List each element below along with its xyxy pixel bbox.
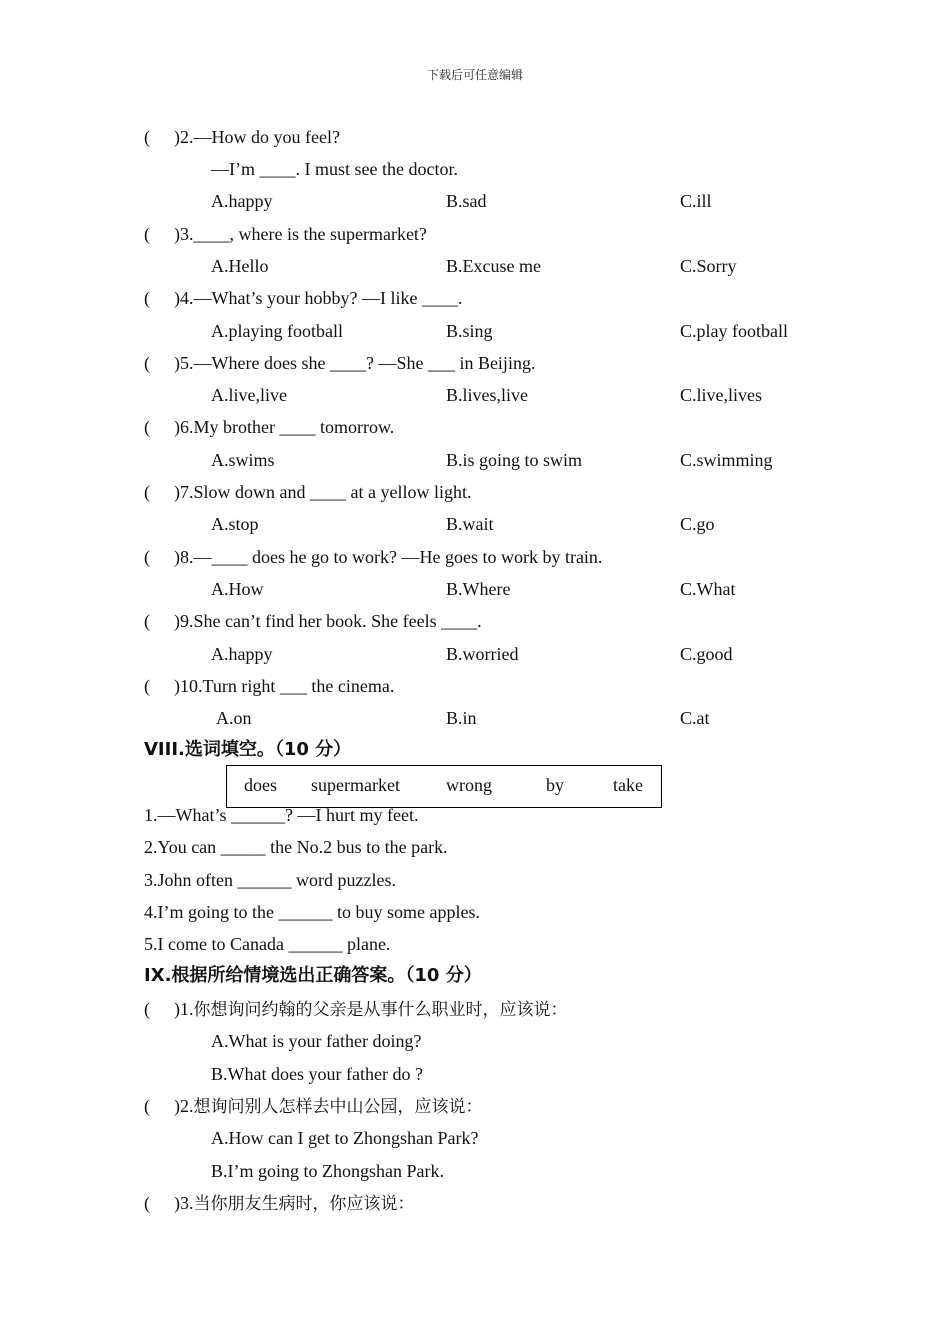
question-stem: She can’t find her book. She feels ____. <box>193 611 482 631</box>
answer-paren: ( <box>144 127 150 147</box>
option-c: C.ill <box>680 191 712 211</box>
question-stem: —Where does she ____? —She ___ in Beijing. <box>193 353 536 373</box>
option-b: B.sad <box>446 191 487 211</box>
question-number: )8. <box>174 547 194 567</box>
answer-paren: ( <box>144 224 150 244</box>
option-b: B.Where <box>446 579 511 599</box>
option-a: A.What is your father doing? <box>211 1031 422 1051</box>
question-number: )9. <box>174 611 194 631</box>
answer-paren: ( <box>144 1193 150 1213</box>
option-a: A.happy <box>211 644 273 664</box>
option-c: C.good <box>680 644 733 664</box>
option-a: A.How <box>211 579 264 599</box>
question-stem: 当你朋友生病时，你应该说： <box>193 1194 415 1214</box>
answer-paren: ( <box>144 547 150 567</box>
question-number: )10. <box>174 676 203 696</box>
question-stem: 你想询问约翰的父亲是从事什么职业时，应该说： <box>193 1000 568 1020</box>
answer-paren: ( <box>144 353 150 373</box>
page-header-note: 下载后可任意编辑 <box>426 68 523 82</box>
situation-question-3 <box>144 1192 415 1215</box>
section-viii-title: VIII.选词填空。（10 分） <box>144 739 352 760</box>
word-bank-item: wrong <box>446 775 492 795</box>
word-bank-box <box>226 765 662 808</box>
fill-item-3: 3.John often ______ word puzzles. <box>144 870 396 890</box>
question-number: )5. <box>174 353 194 373</box>
option-c: C.What <box>680 579 736 599</box>
option-b: B.in <box>446 708 477 728</box>
situation-question-2 <box>144 1095 483 1118</box>
question-stem: Slow down and ____ at a yellow light. <box>193 482 472 502</box>
question-stem: —How do you feel? <box>193 127 340 147</box>
answer-paren: ( <box>144 482 150 502</box>
answer-paren: ( <box>144 999 150 1019</box>
answer-paren: ( <box>144 676 150 696</box>
question-number: )1. <box>174 999 194 1019</box>
option-b: B.wait <box>446 514 494 534</box>
question-stem: 想询问别人怎样去中山公园，应该说： <box>193 1097 483 1117</box>
question-stem: Turn right ___ the cinema. <box>202 676 395 696</box>
answer-paren: ( <box>144 611 150 631</box>
section-ix-title: IX.根据所给情境选出正确答案。（10 分） <box>144 965 482 986</box>
option-a: A.swims <box>211 450 275 470</box>
option-a: A.Hello <box>211 256 269 276</box>
question-2-line2: —I’m ____. I must see the doctor. <box>211 159 458 179</box>
question-5 <box>144 352 535 374</box>
question-number: )4. <box>174 288 194 308</box>
question-number: )2. <box>174 1096 194 1116</box>
option-b: B.I’m going to Zhongshan Park. <box>211 1161 444 1181</box>
question-6 <box>144 416 394 438</box>
question-2 <box>144 126 340 148</box>
question-4 <box>144 287 462 309</box>
option-b: B.lives,live <box>446 385 528 405</box>
question-number: )6. <box>174 417 194 437</box>
option-c: C.live,lives <box>680 385 762 405</box>
option-b: B.worried <box>446 644 519 664</box>
fill-item-4: 4.I’m going to the ______ to buy some apples. <box>144 902 480 922</box>
answer-paren: ( <box>144 417 150 437</box>
question-number: )7. <box>174 482 194 502</box>
question-stem: ____, where is the supermarket? <box>193 224 427 244</box>
word-bank-item: does <box>244 775 277 795</box>
question-8 <box>144 546 602 568</box>
fill-item-2: 2.You can _____ the No.2 bus to the park. <box>144 837 448 857</box>
situation-question-1 <box>144 998 568 1021</box>
option-b: B.is going to swim <box>446 450 583 470</box>
fill-item-1: 1.—What’s ______? —I hurt my feet. <box>144 805 419 825</box>
option-a: A.playing football <box>211 321 343 341</box>
question-number: )2. <box>174 127 194 147</box>
option-c: C.play football <box>680 321 788 341</box>
word-bank-item: by <box>546 775 564 795</box>
option-c: C.swimming <box>680 450 773 470</box>
option-c: C.Sorry <box>680 256 737 276</box>
option-c: C.at <box>680 708 710 728</box>
answer-paren: ( <box>144 288 150 308</box>
option-c: C.go <box>680 514 715 534</box>
word-bank-item: take <box>613 775 643 795</box>
fill-item-5: 5.I come to Canada ______ plane. <box>144 934 391 954</box>
option-a: A.stop <box>211 514 259 534</box>
answer-paren: ( <box>144 1096 150 1116</box>
option-a: A.happy <box>211 191 273 211</box>
option-a: A.live,live <box>211 385 287 405</box>
question-number: )3. <box>174 1193 194 1213</box>
question-7 <box>144 481 471 503</box>
question-9 <box>144 610 482 632</box>
question-stem: My brother ____ tomorrow. <box>193 417 395 437</box>
option-b: B.Excuse me <box>446 256 541 276</box>
question-stem: —____ does he go to work? —He goes to work by train. <box>193 547 603 567</box>
question-number: )3. <box>174 224 194 244</box>
option-a: A.on <box>216 708 252 728</box>
option-b: B.sing <box>446 321 493 341</box>
question-3 <box>144 223 427 245</box>
question-stem: —What’s your hobby? —I like ____. <box>193 288 463 308</box>
word-bank-item: supermarket <box>311 775 400 795</box>
option-a: A.How can I get to Zhongshan Park? <box>211 1128 479 1148</box>
option-b: B.What does your father do ? <box>211 1064 423 1084</box>
question-10 <box>144 675 394 697</box>
